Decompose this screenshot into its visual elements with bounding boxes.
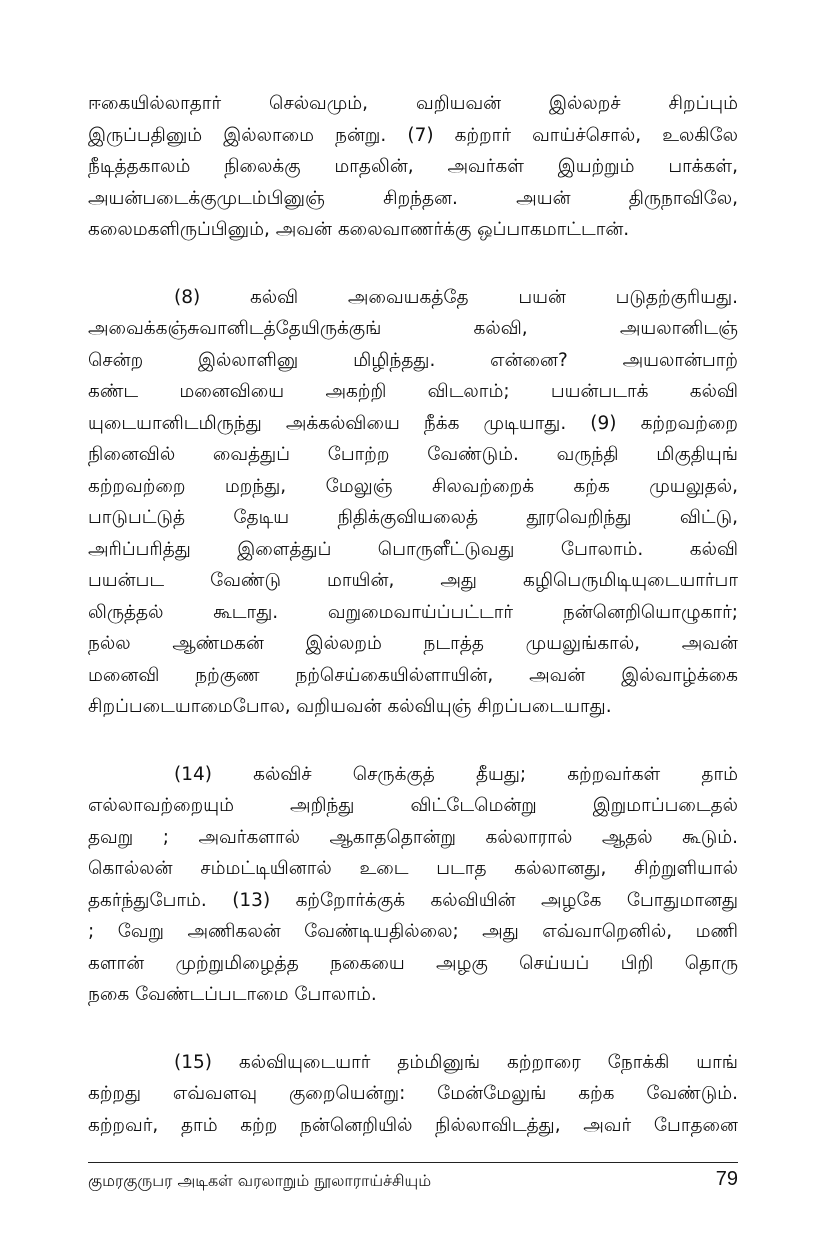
text-line: எல்லாவற்றையும் அறிந்து விட்டேமென்று இறுமாப்படைதல் xyxy=(88,795,738,816)
paragraph xyxy=(88,1047,738,1142)
text-line: (15) கல்வியுடையார் தம்மினுங் கற்றாரை நோக்கி யாங் xyxy=(174,1051,738,1073)
text-line: நீடித்தகாலம் நிலைக்கு மாதலின், அவர்கள் இயற்றும் பாக்கள், xyxy=(88,156,738,177)
text-line: அவைக்கஞ்சுவானிடத்தேயிருக்குங் கல்வி, அயலானிடஞ் xyxy=(88,318,738,339)
text-line: தவறு ; அவர்களால் ஆகாததொன்று கல்லாரால் ஆதல் கூடும். xyxy=(88,826,738,848)
text-line: கண்ட மனைவியை அகற்றி விடலாம்; பயன்படாக் கல்வி xyxy=(88,381,738,402)
text-line: களான் முற்றுமிழைத்த நகையை அழகு செய்யப் பிறி தொரு xyxy=(88,952,738,974)
text-line: மனைவி நற்குண நற்செய்கையில்ளாயின், அவன் இல்வாழ்க்கை xyxy=(88,664,738,686)
paragraph xyxy=(88,759,738,1011)
text-line: சிறப்படையாமைபோல, வறியவன் கல்வியுஞ் சிறப்படையாது. xyxy=(88,696,612,717)
text-line: யுடையானிடமிருந்து அக்கல்வியை நீக்க முடியாது. (9) கற்றவற்றை xyxy=(88,412,738,434)
text-line: கற்றவர், தாம் கற்ற நன்னெறியில் நில்லாவிடத்து, அவர் போதனை xyxy=(88,1114,738,1136)
text-line: நல்ல ஆண்மகன் இல்லறம் நடாத்த முயலுங்கால், அவன் xyxy=(88,633,738,654)
paragraph xyxy=(88,282,738,723)
text-line: ; வேறு அணிகலன் வேண்டியதில்லை; அது எவ்வாறெனில், மணி xyxy=(88,921,738,942)
footer-rule xyxy=(88,1162,738,1163)
text-line: நினைவில் வைத்துப் போற்ற வேண்டும். வருந்தி மிகுதியுங் xyxy=(88,444,738,465)
text-line: அரிப்பரித்து இளைத்துப் பொருளீட்டுவது போலாம். கல்வி xyxy=(88,538,738,560)
body-text xyxy=(88,88,738,1177)
text-line: லிருத்தல் கூடாது. வறுமைவாய்ப்பட்டார் நன்னெறியொழுகார்; xyxy=(88,601,738,623)
text-line: கற்றது எவ்வளவு குறையென்று: மேன்மேலுங் கற்க வேண்டும். xyxy=(88,1083,738,1104)
text-line: இருப்பதினும் இல்லாமை நன்று. (7) கற்றார் வாய்ச்சொல், உலகிலே xyxy=(88,124,738,146)
text-line: நகை வேண்டப்படாமை போலாம். xyxy=(88,984,377,1005)
paragraph xyxy=(88,88,738,246)
text-line: ஈகையில்லாதார் செல்வமும், வறியவன் இல்லறச் சிறப்பும் xyxy=(88,93,738,114)
text-line: கொல்லன் சம்மட்டியினால் உடை படாத கல்லானது, சிற்றுளியால் xyxy=(88,858,738,879)
text-line: சென்ற இல்லாளினு மிழிந்தது. என்னை? அயலான்பாற் xyxy=(88,349,738,371)
text-line: கலைமகளிருப்பினும், அவன் கலைவாணர்க்கு ஒப்பாகமாட்டான். xyxy=(88,219,630,240)
text-line: அயன்படைக்குமுடம்பினுஞ் சிறந்தன. அயன் திருநாவிலே, xyxy=(88,187,738,209)
text-line: (8) கல்வி அவையகத்தே பயன் படுதற்குரியது. xyxy=(174,286,738,308)
running-footer-title: குமரகுருபர அடிகள் வரலாறும் நூலாராய்ச்சியும் xyxy=(88,1171,432,1190)
text-line: கற்றவற்றை மறந்து, மேலுஞ் சிலவற்றைக் கற்க முயலுதல், xyxy=(88,475,738,497)
page-number: 79 xyxy=(715,1168,738,1190)
text-line: தகர்ந்துபோம். (13) கற்றோர்க்குக் கல்வியின் அழகே போதுமானது xyxy=(88,889,738,911)
text-line: (14) கல்விச் செருக்குத் தீயது; கற்றவர்கள் தாம் xyxy=(174,763,738,785)
text-line: பாடுபட்டுத் தேடிய நிதிக்குவியலைத் தூரவெறிந்து விட்டு, xyxy=(88,507,738,528)
text-line: பயன்பட வேண்டு மாயின், அது கழிபெருமிடியுடையார்பா xyxy=(88,570,738,591)
